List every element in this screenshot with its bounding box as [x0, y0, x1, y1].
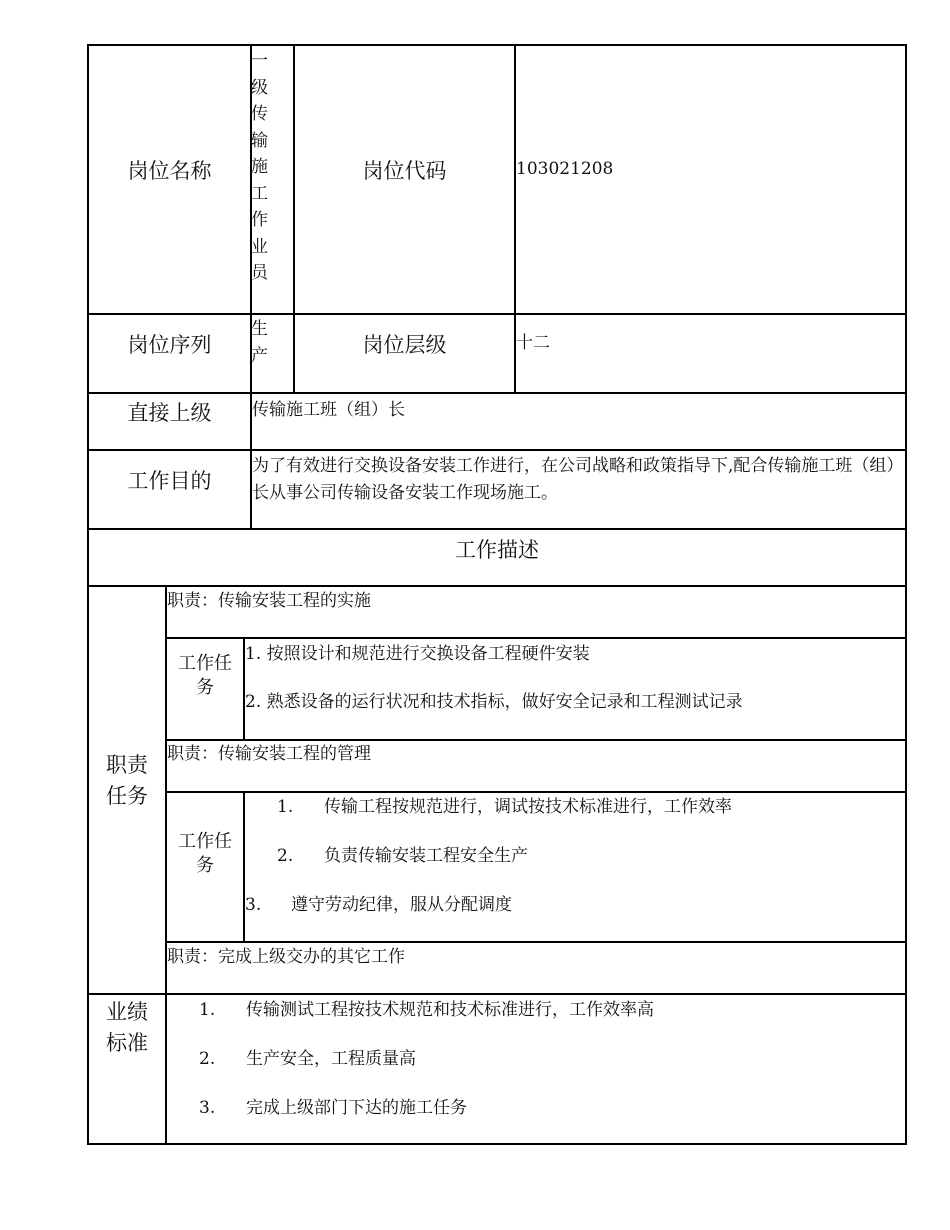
task-item: 传输工程按规范进行，调试按技术标准进行，工作效率 [324, 797, 732, 817]
row-divider [166, 739, 907, 741]
border-left [87, 44, 89, 1145]
task-label [167, 652, 243, 700]
row-divider [166, 791, 907, 793]
post-name-char: 一 [251, 51, 268, 71]
post-name-char: 员 [251, 263, 268, 283]
post-name-char: 施 [251, 157, 268, 177]
task-label-line: 务 [196, 677, 214, 698]
post-series-value [251, 316, 273, 369]
purpose-value: 为了有效进行交换设备安装工作进行，在公司战略和政策指导下,配合传输施工班（组）长从事公司传输设备安装工作现场施工。 [252, 456, 895, 503]
row-divider [87, 392, 907, 394]
task-item-number: 1. [277, 797, 294, 817]
col-divider [243, 791, 245, 943]
task-item: 遵守劳动纪律，服从分配调度 [291, 895, 512, 915]
supervisor-label: 直接上级 [127, 401, 212, 425]
task-label [167, 830, 243, 878]
task-item: 负责传输安装工程安全生产 [324, 846, 528, 866]
post-series-label: 岗位序列 [127, 333, 212, 357]
duties-label-line: 任务 [106, 784, 148, 808]
post-name-label: 岗位名称 [127, 159, 212, 183]
post-name-char: 传 [251, 104, 268, 124]
task-label-line: 务 [196, 855, 214, 876]
post-name-char: 作 [251, 210, 268, 230]
border-top [87, 44, 907, 46]
post-name-char: 输 [251, 130, 268, 151]
supervisor-value: 传输施工班（组）长 [252, 400, 405, 420]
task-item-number: 2. [277, 846, 294, 866]
duty-title: 职责：传输安装工程的管理 [167, 744, 371, 764]
duties-label-line: 职责 [106, 753, 148, 777]
task-item: 1. 按照设计和规范进行交换设备工程硬件安装 [245, 644, 590, 664]
post-name-value [251, 48, 273, 287]
task-item: 2. 熟悉设备的运行状况和技术指标，做好安全记录和工程测试记录 [245, 692, 743, 712]
row-divider [87, 993, 907, 995]
duties-label [89, 750, 165, 812]
performance-item-number: 1. [199, 1000, 216, 1020]
performance-label [89, 997, 165, 1059]
post-level-value: 十二 [516, 333, 550, 353]
post-name-char: 业 [251, 236, 268, 257]
post-code-value: 103021208 [516, 159, 614, 179]
performance-item-number: 2. [199, 1049, 216, 1069]
performance-label-line: 业绩 [106, 1000, 148, 1024]
border-right [905, 44, 907, 1145]
post-series-char: 生 [251, 319, 268, 339]
performance-item: 传输测试工程按技术规范和技术标准进行，工作效率高 [246, 1000, 654, 1020]
row-divider [87, 585, 907, 587]
task-label-line: 工作任 [178, 653, 232, 674]
task-label-line: 工作任 [178, 831, 232, 852]
border-bottom [87, 1143, 907, 1145]
row-divider [166, 941, 907, 943]
post-name-char: 工 [251, 183, 268, 204]
duty-title: 职责：传输安装工程的实施 [167, 591, 371, 611]
performance-item: 生产安全，工程质量高 [246, 1049, 416, 1069]
purpose-label: 工作目的 [127, 469, 212, 493]
duty-title: 职责：完成上级交办的其它工作 [167, 947, 405, 967]
row-divider [87, 449, 907, 451]
row-divider [87, 528, 907, 530]
task-item-number: 3. [245, 895, 262, 915]
post-level-label: 岗位层级 [362, 333, 447, 357]
description-title: 工作描述 [455, 538, 539, 562]
row-divider [166, 637, 907, 639]
post-series-char: 产 [251, 345, 268, 366]
performance-item: 完成上级部门下达的施工任务 [246, 1098, 467, 1118]
performance-label-line: 标准 [106, 1031, 148, 1055]
row-divider [87, 313, 907, 315]
performance-item-number: 3. [199, 1098, 216, 1118]
post-name-char: 级 [251, 77, 268, 98]
post-code-label: 岗位代码 [362, 159, 447, 183]
